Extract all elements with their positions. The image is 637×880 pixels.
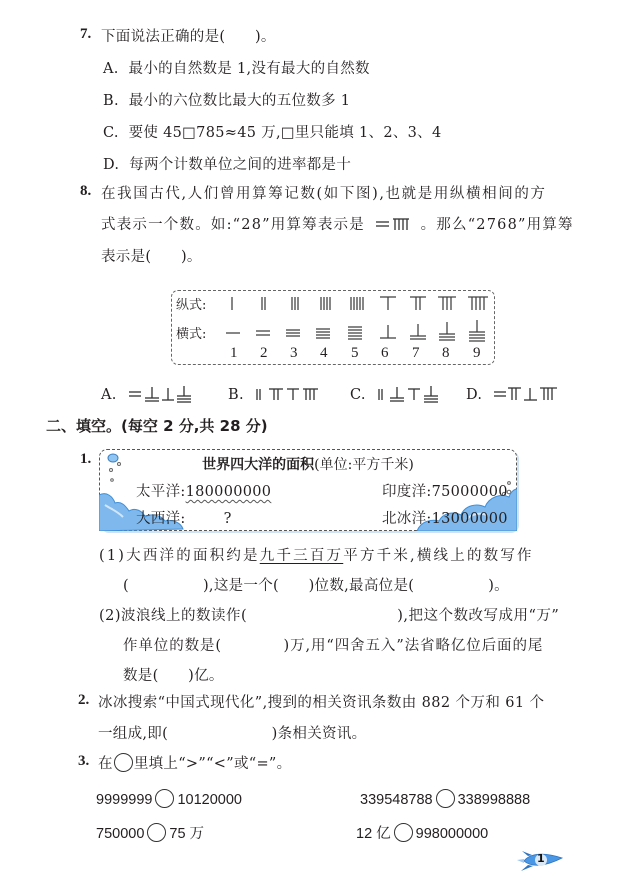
q7-option-a[interactable] <box>103 57 370 78</box>
rod-answer-c-icon <box>377 385 441 403</box>
ocean-box-title <box>100 454 516 474</box>
digit-label: 6 <box>381 345 389 361</box>
vertical-form-label: 纵式: <box>176 298 207 313</box>
sub1-underlined: 九千三百万 <box>259 548 344 564</box>
compare-circle-input[interactable] <box>394 823 413 842</box>
page-number-badge <box>516 848 564 874</box>
digit-label: 5 <box>351 345 359 361</box>
ocean-name: 北冰洋: <box>382 511 432 527</box>
q7-option-d[interactable] <box>103 153 351 174</box>
compare-left: 750000 <box>96 826 145 842</box>
page-number: 1 <box>537 852 545 865</box>
option-text: 要使 45□785≈45 万,□里只能填 1、2、3、4 <box>128 125 442 141</box>
compare-circle-input[interactable] <box>155 789 174 808</box>
compare-right: 338998888 <box>457 792 531 808</box>
fill3-suffix: 里填上“>”“<”或“=”。 <box>133 756 292 772</box>
q8-line1: 在我国古代,人们曾用算筹记数(如下图),也就是用纵横相间的方 <box>101 186 547 202</box>
ocean-indian <box>382 480 508 501</box>
fill2-number: 2. <box>78 692 90 708</box>
sub1-prefix: (1)大西洋的面积约是 <box>99 548 260 564</box>
vertical-rods-icon <box>224 295 492 313</box>
q8-line3: 表示是( )。 <box>101 249 202 265</box>
compare-right: 10120000 <box>177 792 242 808</box>
option-text: 每两个计数单位之间的进率都是十 <box>129 157 352 173</box>
option-text: 最小的六位数比最大的五位数多 1 <box>128 93 351 109</box>
option-label: D. <box>466 387 483 403</box>
rod-28-icon <box>375 217 411 231</box>
circle-icon <box>114 753 133 772</box>
compare-left: 9999999 <box>96 792 153 808</box>
digit-label: 1 <box>230 345 238 361</box>
fill3-number: 3. <box>78 753 90 769</box>
q7-number: 7. <box>80 26 92 42</box>
compare-item-2 <box>360 789 530 808</box>
fill1-sub1-line2: ( ),这是一个( )位数,最高位是( )。 <box>123 578 509 594</box>
ocean-title-unit: (单位:平方千米) <box>314 457 414 473</box>
q7-option-b[interactable] <box>103 89 350 110</box>
ocean-name: 大西洋: <box>136 511 186 527</box>
ocean-pacific <box>136 480 271 501</box>
compare-left: 339548788 <box>360 792 433 808</box>
section-title-fill-in: 二、填空。(每空 2 分,共 28 分) <box>46 417 268 435</box>
fill1-sub2-line1: (2)波浪线上的数读作( ),把这个数改写成用“万” <box>99 608 560 624</box>
digit-label: 2 <box>260 345 268 361</box>
fill2-line1: 冰冰搜索“中国式现代化”,搜到的相关资讯条数由 882 个万和 61 个 <box>98 695 545 711</box>
ocean-title-text: 世界四大洋的面积 <box>202 457 315 473</box>
fill1-sub1-line1 <box>99 544 534 565</box>
option-label: D. <box>103 157 120 173</box>
rod-answer-d-icon <box>493 385 559 403</box>
q8-line2-a: 式表示一个数。如:“28”用算筹表示是 <box>101 217 365 233</box>
ocean-name: 印度洋: <box>382 484 432 500</box>
fill3-stem <box>98 752 291 773</box>
ocean-atlantic <box>136 507 232 528</box>
compare-circle-input[interactable] <box>147 823 166 842</box>
fill1-sub2-line3: 数是( )亿。 <box>123 668 224 684</box>
option-label: B. <box>228 387 244 403</box>
option-label: A. <box>101 387 117 403</box>
ocean-value: 75000000 <box>431 484 508 500</box>
fill3-prefix: 在 <box>98 756 113 772</box>
ocean-value-unknown: ? <box>223 511 232 527</box>
digit-label: 9 <box>473 345 481 361</box>
option-label: C. <box>103 125 119 141</box>
sub1-suffix: 平方千米,横线上的数写作 <box>343 548 534 564</box>
option-label: A. <box>103 61 119 77</box>
compare-item-4 <box>356 822 488 843</box>
digit-label: 7 <box>412 345 420 361</box>
ocean-area-box <box>99 449 517 531</box>
fill1-number: 1. <box>80 451 92 467</box>
rod-answer-b-icon <box>255 385 319 403</box>
compare-right: 998000000 <box>415 826 489 842</box>
rod-numeral-table <box>171 290 495 365</box>
q8-option-b[interactable] <box>228 384 319 403</box>
digit-label: 4 <box>320 345 328 361</box>
q8-option-d[interactable] <box>466 384 559 403</box>
q8-line2 <box>101 213 574 234</box>
horizontal-form-label: 横式: <box>176 327 207 342</box>
option-label: B. <box>103 93 119 109</box>
rod-answer-a-icon <box>128 385 192 403</box>
compare-left: 12 亿 <box>356 826 391 842</box>
compare-item-1 <box>96 789 242 808</box>
horizontal-rods-icon <box>224 319 492 343</box>
compare-circle-input[interactable] <box>436 789 455 808</box>
q8-number: 8. <box>80 183 92 199</box>
compare-item-3 <box>96 822 204 843</box>
compare-right: 75 万 <box>169 826 205 842</box>
ocean-arctic <box>382 507 508 528</box>
option-label: C. <box>350 387 366 403</box>
ocean-value-wavy: 180000000 <box>185 484 272 500</box>
ocean-value: 13000000 <box>431 511 508 527</box>
option-text: 最小的自然数是 1,没有最大的自然数 <box>128 61 370 77</box>
fill1-sub2-line2: 作单位的数是( )万,用“四舍五入”法省略亿位后面的尾 <box>123 638 544 654</box>
q7-option-c[interactable] <box>103 121 442 142</box>
ocean-name: 太平洋: <box>136 484 186 500</box>
digit-label: 3 <box>290 345 298 361</box>
q8-line2-b: 。那么“2768”用算筹 <box>420 217 574 233</box>
fill2-line2: 一组成,即( )条相关资讯。 <box>98 726 367 742</box>
q8-option-a[interactable] <box>101 384 192 403</box>
digit-label: 8 <box>442 345 450 361</box>
q8-option-c[interactable] <box>350 384 441 403</box>
q7-stem: 下面说法正确的是( )。 <box>101 29 276 45</box>
